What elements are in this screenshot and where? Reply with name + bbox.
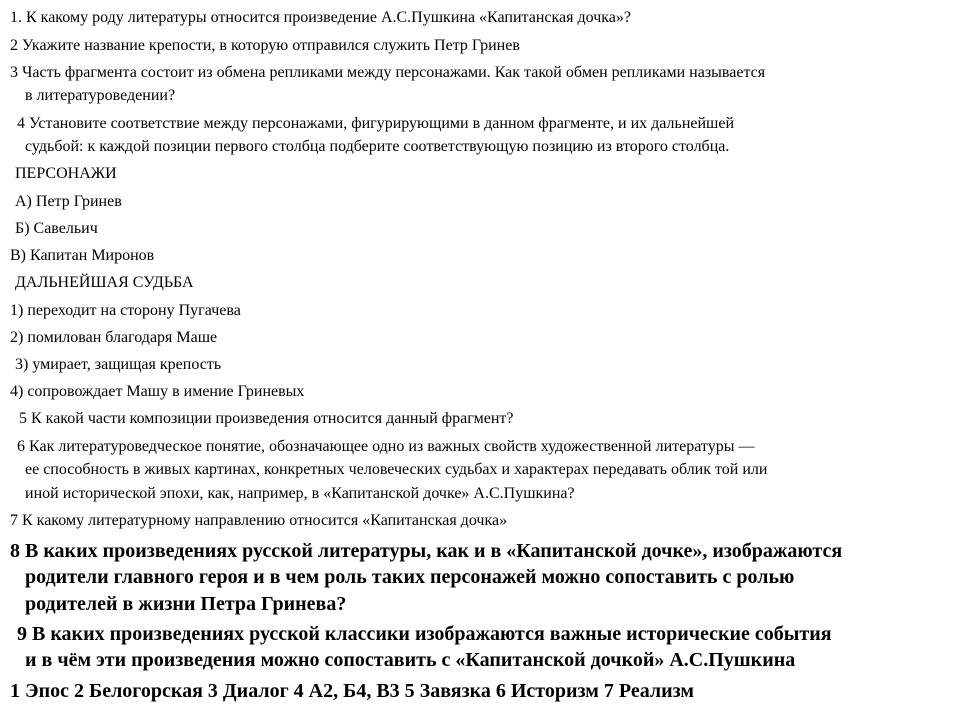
fate-3: 3) умирает, защищая крепость [15, 356, 222, 373]
question-5: 5 К какой части композиции произведения относится данный фрагмент? [19, 410, 514, 427]
question-6-continued: ее способность в живых картинах, конкретных человеческих судьбах и характерах передавать облик той или [25, 461, 768, 478]
question-3: 3 Часть фрагмента состоит из обмена репликами между персонажами. Как такой обмен репликами называется [10, 64, 766, 81]
question-4-continued: судьбой: к каждой позиции первого столбца подберите соответствующую позицию из второго столбца. [25, 138, 730, 155]
question-9-continued: и в чём эти произведения можно сопоставить с «Капитанской дочкой» А.С.Пушкина [25, 649, 796, 671]
character-b: Б) Савельич [15, 220, 98, 237]
question-1: 1. К какому роду литературы относится произведение А.С.Пушкина «Капитанская дочка»? [10, 9, 631, 26]
fate-2: 2) помилован благодаря Маше [10, 329, 218, 346]
answer-key: 1 Эпос 2 Белогорская 3 Диалог 4 А2, Б4, В3 5 Завязка 6 Историзм 7 Реализм [10, 680, 694, 702]
fate-1: 1) переходит на сторону Пугачева [10, 302, 241, 319]
character-a: А) Петр Гринев [15, 193, 122, 210]
character-v: В) Капитан Миронов [10, 247, 155, 264]
question-7: 7 К какому литературному направлению относится «Капитанская дочка» [10, 512, 508, 529]
question-3-continued: в литературоведении? [25, 87, 176, 104]
question-9: 9 В каких произведениях русской классики изображаются важные исторические события [17, 623, 832, 645]
question-8-continued-2: родителей в жизни Петра Гринева? [25, 593, 347, 615]
question-6: 6 Как литературоведческое понятие, обозначающее одно из важных свойств художественной литературы — [17, 438, 755, 455]
fate-heading: ДАЛЬНЕЙШАЯ СУДЬБА [15, 274, 194, 291]
question-8-continued: родители главного героя и в чем роль таких персонажей можно сопоставить с ролью [25, 566, 795, 588]
fate-4: 4) сопровождает Машу в имение Гриневых [10, 383, 305, 400]
question-2: 2 Укажите название крепости, в которую отправился служить Петр Гринев [10, 37, 520, 54]
characters-heading: ПЕРСОНАЖИ [15, 165, 117, 182]
question-4: 4 Установите соответствие между персонажами, фигурирующими в данном фрагменте, и их дальнейшей [17, 115, 735, 132]
question-6-continued-2: иной исторической эпохи, как, например, в «Капитанской дочке» А.С.Пушкина? [25, 485, 575, 502]
question-8: 8 В каких произведениях русской литературы, как и в «Капитанской дочке», изображаются [10, 540, 843, 562]
